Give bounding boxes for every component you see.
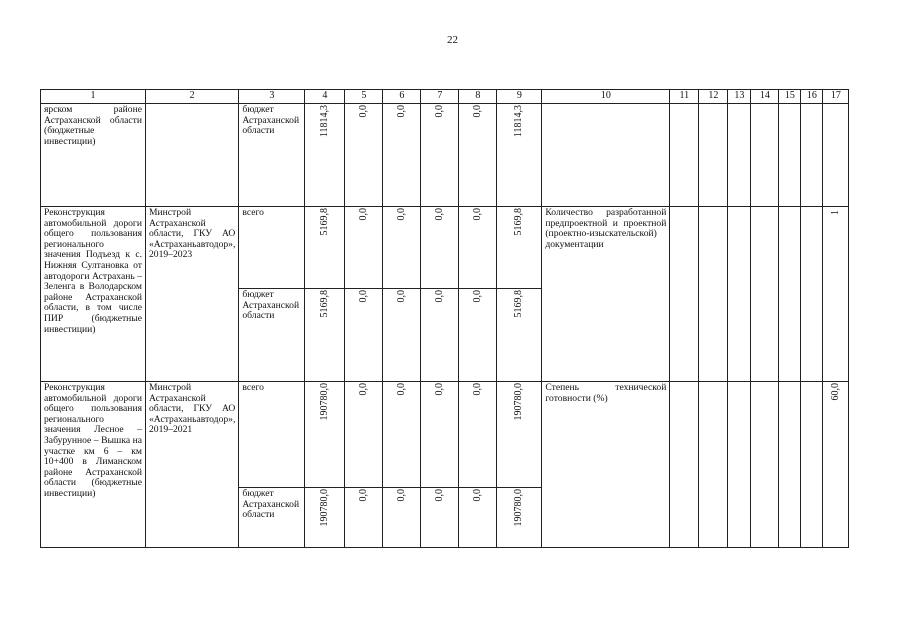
- value-col-4: 11814,3: [318, 105, 330, 138]
- value-col-8: 0,0: [471, 105, 483, 118]
- value-col-8: 0,0: [471, 383, 483, 396]
- value-col-4: 190780,0: [318, 383, 330, 421]
- value-col-9: 190780,0: [513, 383, 525, 421]
- value-col-5: 0,0: [357, 290, 369, 303]
- header-col-10: 10: [542, 90, 670, 104]
- value-col-8: 0,0: [471, 290, 483, 303]
- indicator-name: Степень технической готовности (%): [542, 382, 670, 548]
- header-col-15: 15: [779, 90, 801, 104]
- value-col-5: 0,0: [357, 208, 369, 221]
- indicator-value: 1: [829, 210, 841, 215]
- table-row-object3-total: [41, 382, 849, 488]
- value-col-7: 0,0: [433, 290, 445, 303]
- executor-empty: [146, 104, 239, 207]
- executor: Минстрой Астраханской области, ГКУ АО «Астраханьавтодор», 2019–2023: [146, 207, 239, 382]
- value-col-8: 0,0: [471, 489, 483, 502]
- header-col-13: 13: [728, 90, 751, 104]
- value-col-4: 190780,0: [318, 489, 330, 527]
- value-col-4: 5169,8: [318, 290, 330, 318]
- executor: Минстрой Астраханской области, ГКУ АО «Астраханьавтодор», 2019–2021: [146, 382, 239, 548]
- header-col-3: 3: [239, 90, 305, 104]
- header-col-7: 7: [421, 90, 459, 104]
- value-col-6: 0,0: [395, 105, 407, 118]
- value-col-5: 0,0: [357, 489, 369, 502]
- value-col-7: 0,0: [433, 208, 445, 221]
- value-col-9: 5169,8: [513, 290, 525, 318]
- header-col-11: 11: [670, 90, 699, 104]
- header-col-16: 16: [801, 90, 823, 104]
- header-col-5: 5: [345, 90, 383, 104]
- object-name-continued: ярском районе Астраханской области (бюджетные инвестиции): [41, 104, 146, 207]
- value-col-5: 0,0: [357, 105, 369, 118]
- value-col-7: 0,0: [433, 489, 445, 502]
- value-col-8: 0,0: [471, 208, 483, 221]
- value-col-6: 0,0: [395, 489, 407, 502]
- funding-source: бюджет Астраханской области: [239, 488, 305, 548]
- value-col-7: 0,0: [433, 383, 445, 396]
- header-col-6: 6: [383, 90, 421, 104]
- program-table: [40, 89, 849, 548]
- header-row: [41, 90, 849, 104]
- header-col-9: 9: [497, 90, 542, 104]
- indicator-value: 60,0: [829, 383, 841, 401]
- header-col-17: 17: [823, 90, 849, 104]
- header-col-4: 4: [305, 90, 345, 104]
- value-col-6: 0,0: [395, 290, 407, 303]
- value-col-9: 11814,3: [513, 105, 525, 138]
- header-col-8: 8: [459, 90, 497, 104]
- page-number: 22: [447, 34, 458, 46]
- header-col-1: 1: [41, 90, 146, 104]
- table-row-continuation: [41, 104, 849, 207]
- indicator-name: Количество разработанной предпроектной и проектной (проектно-изыскательской) документации: [542, 207, 670, 382]
- funding-source: всего: [239, 207, 305, 289]
- header-col-2: 2: [146, 90, 239, 104]
- value-col-9: 5169,8: [513, 208, 525, 236]
- funding-source: всего: [239, 382, 305, 488]
- funding-source: бюджет Астраханской области: [239, 104, 305, 207]
- object-name: Реконструкция автомобильной дороги общего пользования регионального значения Подъезд к с. Нижняя Султановка от автодороги Астрахань – Зеленга в Володарском районе Астраханской области, в том числе ПИР (бюджетные инвестиции): [41, 207, 146, 382]
- value-col-4: 5169,8: [318, 208, 330, 236]
- value-col-7: 0,0: [433, 105, 445, 118]
- funding-source: бюджет Астраханской области: [239, 289, 305, 382]
- value-col-9: 190780,0: [513, 489, 525, 527]
- value-col-6: 0,0: [395, 208, 407, 221]
- value-col-6: 0,0: [395, 383, 407, 396]
- object-name: Реконструкция автомобильной дороги общего пользования регионального значения Лесное – Забурунное – Вышка на участке км 6 – км 10+400 в Лиманском районе Астраханской области (бюджетные инвестиции): [41, 382, 146, 548]
- header-col-12: 12: [699, 90, 728, 104]
- table-row-object2-total: [41, 207, 849, 289]
- value-col-5: 0,0: [357, 383, 369, 396]
- header-col-14: 14: [751, 90, 779, 104]
